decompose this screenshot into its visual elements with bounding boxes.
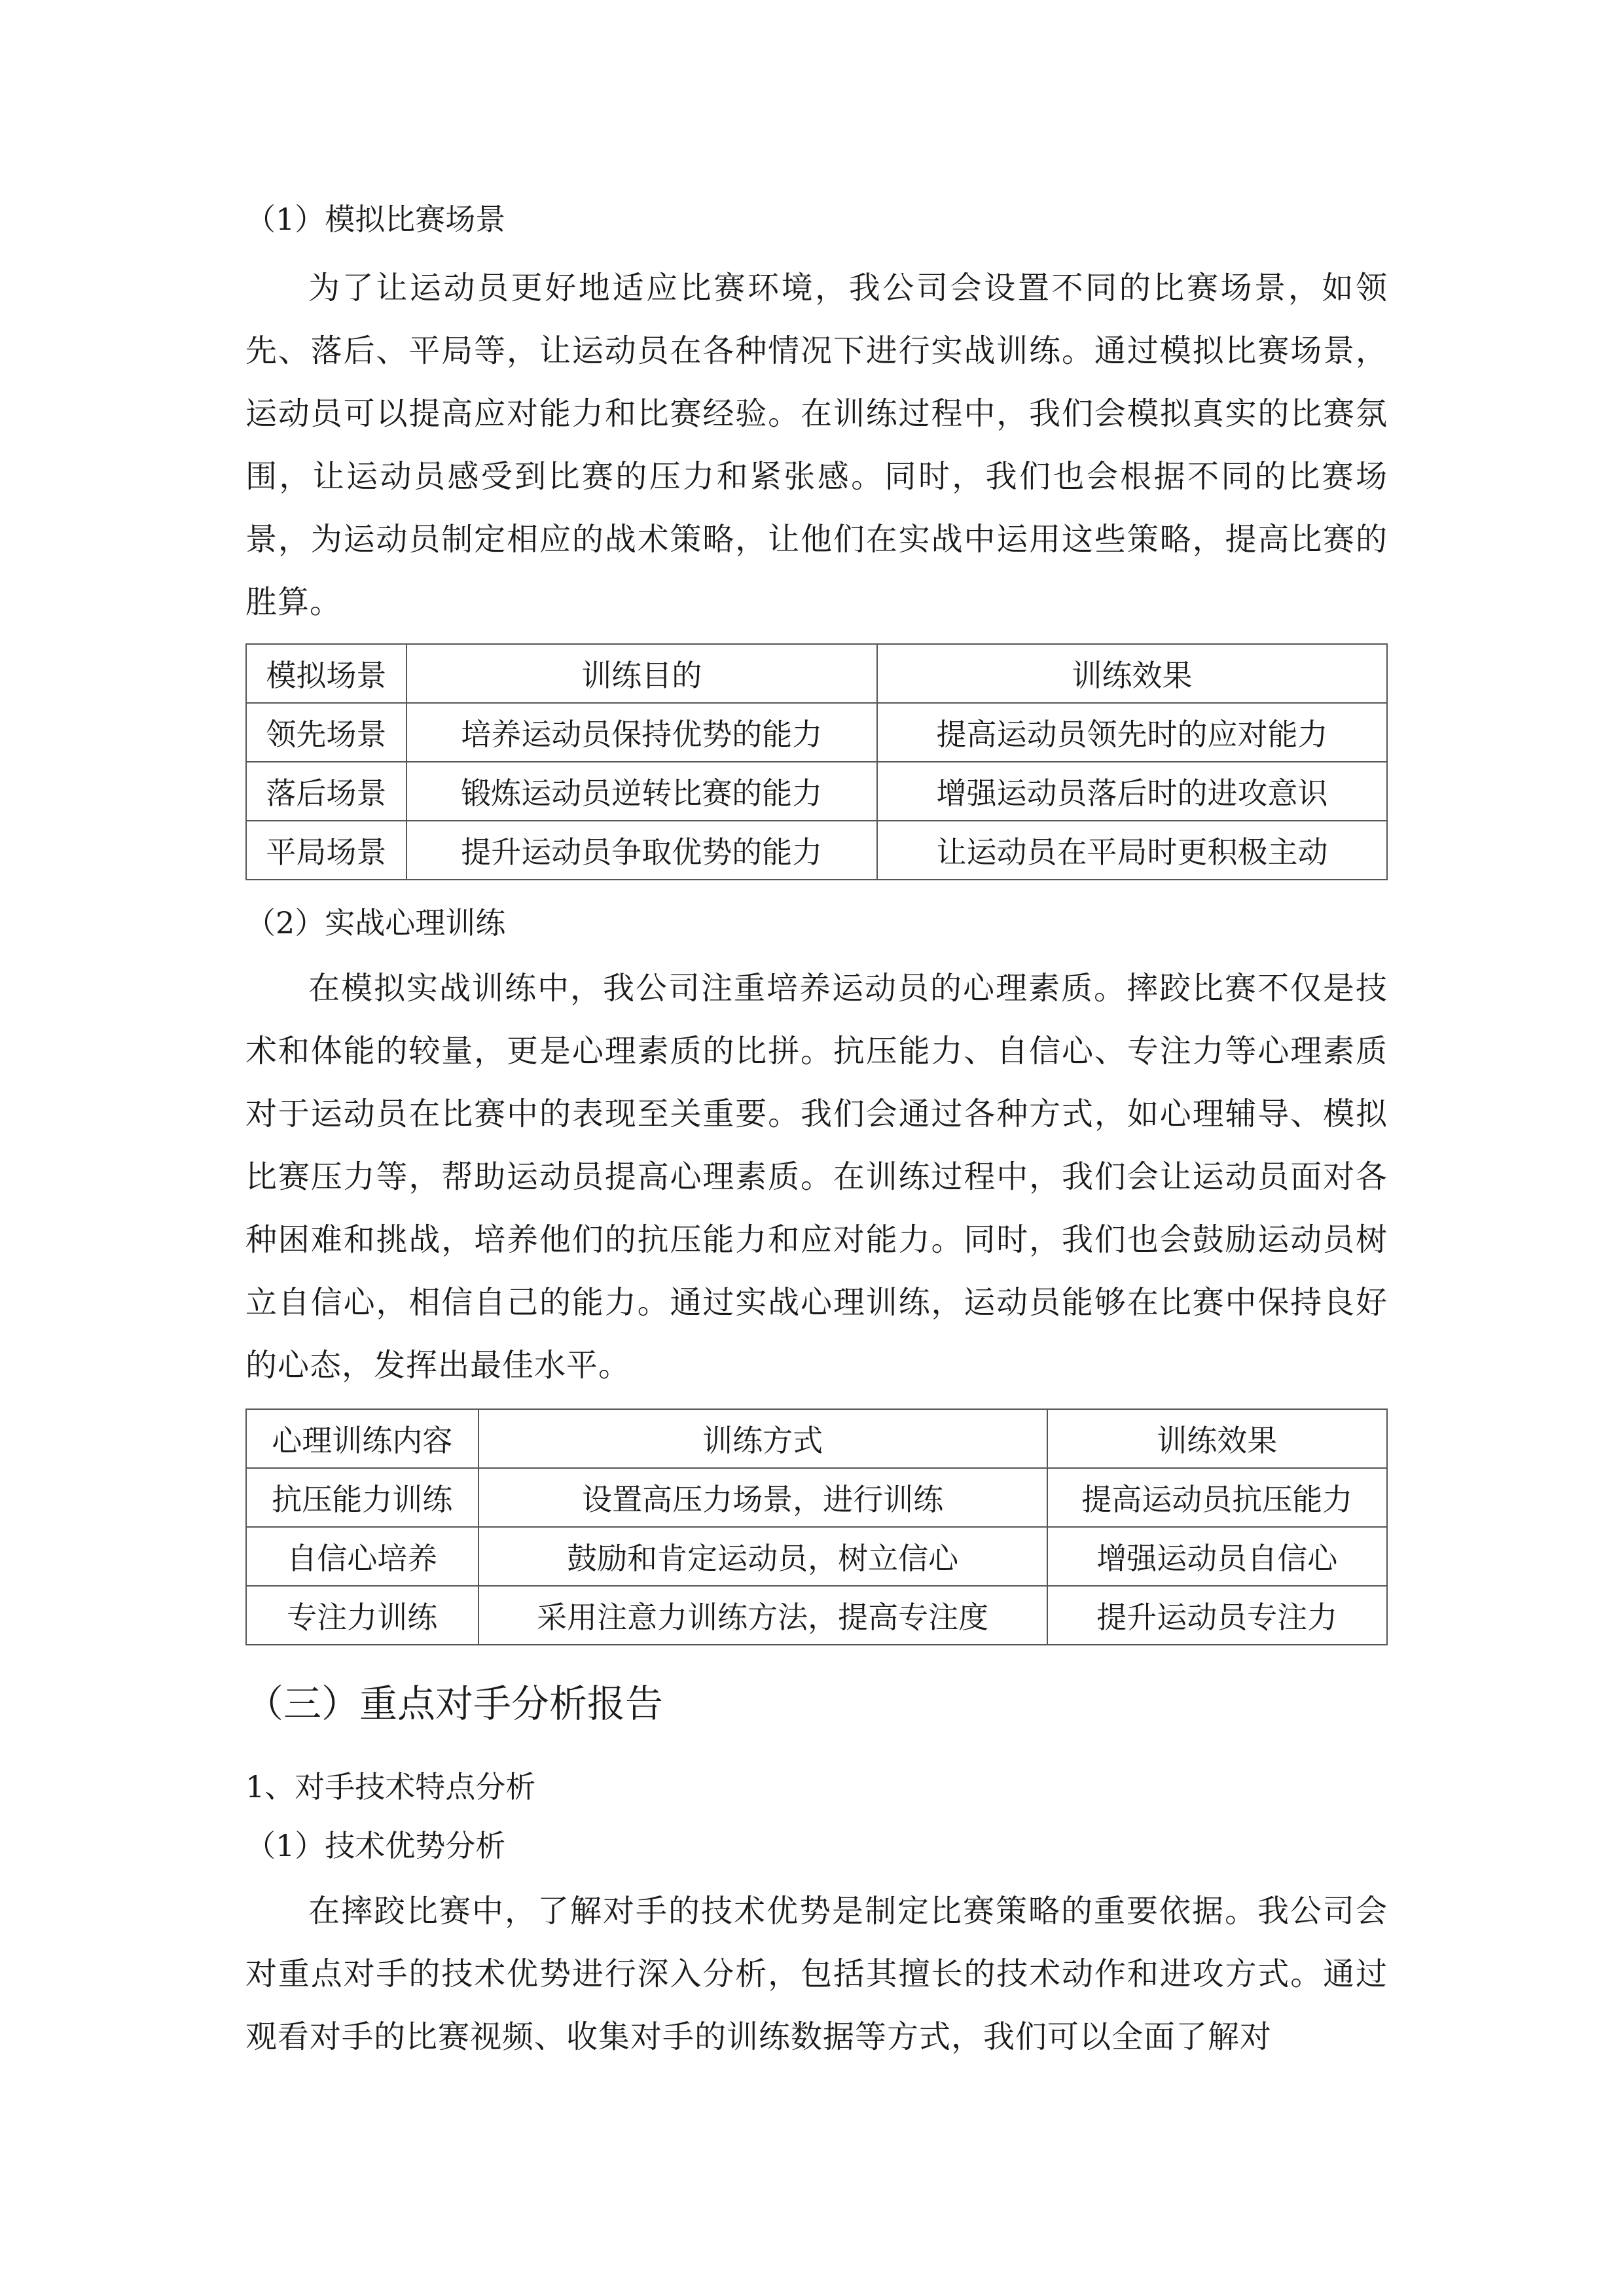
table-cell: 专注力训练 [246, 1586, 478, 1645]
table-header-cell: 模拟场景 [246, 644, 406, 703]
table-cell: 落后场景 [246, 762, 406, 821]
section-heading-simulation: （1）模拟比赛场景 [245, 202, 506, 237]
table-cell: 抗压能力训练 [246, 1468, 478, 1527]
table-cell: 提高运动员抗压能力 [1047, 1468, 1387, 1527]
subsection-title-technical-features: 1、对手技术特点分析 [245, 1769, 536, 1804]
table-cell: 提升运动员争取优势的能力 [406, 821, 877, 880]
table-header-cell: 训练目的 [406, 644, 877, 703]
table-cell: 平局场景 [246, 821, 406, 880]
table-row [246, 1468, 1387, 1527]
table-header-cell: 心理训练内容 [246, 1409, 478, 1468]
table-header-cell: 训练效果 [877, 644, 1387, 703]
table-simulation-scenarios [245, 643, 1388, 880]
table-row [246, 1586, 1387, 1645]
table-cell: 设置高压力场景，进行训练 [478, 1468, 1047, 1527]
table-row [246, 821, 1387, 880]
table-cell: 培养运动员保持优势的能力 [406, 703, 877, 762]
section-heading-technical-advantage: （1）技术优势分析 [245, 1828, 506, 1863]
table-cell: 提升运动员专注力 [1047, 1586, 1387, 1645]
paragraph-simulation: 为了让运动员更好地适应比赛环境，我公司会设置不同的比赛场景，如领先、落后、平局等，让运动员在各种情况下进行实战训练。通过模拟比赛场景，运动员可以提高应对能力和比赛经验。在训练过程中，我们会模拟真实的比赛氛围，让运动员感受到比赛的压力和紧张感。同时，我们也会根据不同的比赛场景，为运动员制定相应的战术策略，让他们在实战中运用这些策略，提高比赛的胜算。 [245, 270, 1388, 620]
section-title-opponent-analysis: （三）重点对手分析报告 [245, 1681, 664, 1726]
table-header-row [246, 1409, 1387, 1468]
table-row [246, 1527, 1387, 1586]
table-header-cell: 训练效果 [1047, 1409, 1387, 1468]
table-cell: 采用注意力训练方法，提高专注度 [478, 1586, 1047, 1645]
table-cell: 增强运动员落后时的进攻意识 [877, 762, 1387, 821]
table-row [246, 703, 1387, 762]
table-cell: 让运动员在平局时更积极主动 [877, 821, 1387, 880]
table-row [246, 762, 1387, 821]
section-heading-psychology: （2）实战心理训练 [245, 905, 506, 941]
table-cell: 锻炼运动员逆转比赛的能力 [406, 762, 877, 821]
table-psychology-training [245, 1408, 1388, 1645]
table-cell: 提高运动员领先时的应对能力 [877, 703, 1387, 762]
table-cell: 自信心培养 [246, 1527, 478, 1586]
table-header-cell: 训练方式 [478, 1409, 1047, 1468]
table-cell: 领先场景 [246, 703, 406, 762]
paragraph-psychology: 在模拟实战训练中，我公司注重培养运动员的心理素质。摔跤比赛不仅是技术和体能的较量，更是心理素质的比拼。抗压能力、自信心、专注力等心理素质对于运动员在比赛中的表现至关重要。我们会通过各种方式，如心理辅导、模拟比赛压力等，帮助运动员提高心理素质。在训练过程中，我们会让运动员面对各种困难和挑战，培养他们的抗压能力和应对能力。同时，我们也会鼓励运动员树立自信心，相信自己的能力。通过实战心理训练，运动员能够在比赛中保持良好的心态，发挥出最佳水平。 [245, 970, 1388, 1384]
table-header-row [246, 644, 1387, 703]
paragraph-technical-advantage: 在摔跤比赛中，了解对手的技术优势是制定比赛策略的重要依据。我公司会对重点对手的技术优势进行深入分析，包括其擅长的技术动作和进攻方式。通过观看对手的比赛视频、收集对手的训练数据等方式，我们可以全面了解对 [245, 1893, 1388, 2055]
table-cell: 鼓励和肯定运动员，树立信心 [478, 1527, 1047, 1586]
table-cell: 增强运动员自信心 [1047, 1527, 1387, 1586]
